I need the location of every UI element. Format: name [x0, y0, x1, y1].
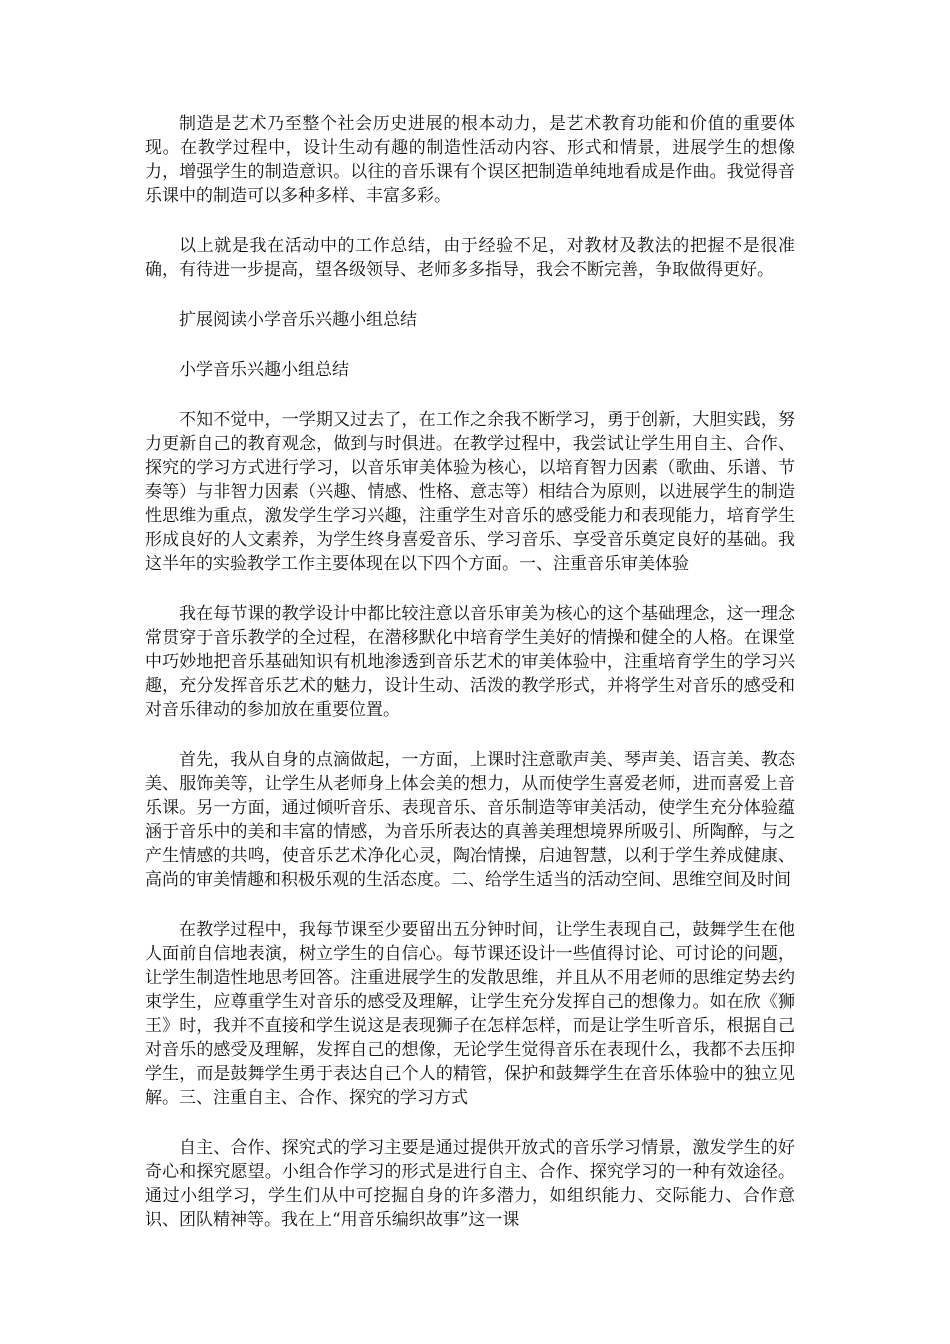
paragraph-cooperative-learning: 自主、合作、探究式的学习主要是通过提供开放式的音乐学习情景，激发学生的好奇心和探究愿望。小组合作学习的形式是进行自主、合作、探究学习的一种有效途径。通过小组学习，学生们从中可挖掘自身的许多潜力，如组织能力、交际能力、合作意识、团队精神等。我在上“用音乐编织故事”这一课 [145, 1138, 795, 1230]
summary-title: 小学音乐兴趣小组总结 [179, 360, 349, 380]
paragraph-intro: 不知不觉中，一学期又过去了，在工作之余我不断学习，勇于创新，大胆实践，努力更新自己的教育观念，做到与时俱进。在教学过程中，我尝试让学生用自主、合作、探究的学习方式进行学习，以音乐审美体验为核心，以培育智力因素（歌曲、乐谱、节奏等）与非智力因素（兴趣、情感、性格、意志等）相结合为原则，以进展学生的制造性思维为重点，激发学生学习兴趣，注重学生对音乐的感受能力和表现能力，培育学生形成良好的人文素养，为学生终身喜爱音乐、学习音乐、享受音乐奠定良好的基础。我这半年的实验教学工作主要体现在以下四个方面。一、注重音乐审美体验 [145, 410, 795, 574]
paragraph-conclusion: 以上就是我在活动中的工作总结，由于经验不足，对教材及教法的把握不是很准确，有待进一步提高，望各级领导、老师多多指导，我会不断完善，争取做得更好。 [145, 236, 795, 280]
paragraph-teaching-process: 在教学过程中，我每节课至少要留出五分钟时间，让学生表现自己，鼓舞学生在他人面前自信地表演，树立学生的自信心。每节课还设计一些值得讨论、可讨论的问题，让学生制造性地思考回答。注重进展学生的发散思维，并且从不用老师的思维定势去约束学生，应尊重学生对音乐的感受及理解，让学生充分发挥自己的想像力。如在欣《狮王》时，我并不直接和学生说这是表现狮子在怎样怎样，而是让学生听音乐，根据自己对音乐的感受及理解，发挥自己的想像，无论学生觉得音乐在表现什么，我都不去压抑学生，而是鼓舞学生勇于表达自己个人的精管，保护和鼓舞学生在音乐体验中的独立见解。三、注重自主、合作、探究的学习方式 [145, 920, 795, 1108]
paragraph-aesthetic: 我在每节课的教学设计中都比较注意以音乐审美为核心的这个基础理念，这一理念常贯穿于音乐教学的全过程，在潜移默化中培育学生美好的情操和健全的人格。在课堂中巧妙地把音乐基础知识有机地渗透到音乐艺术的审美体验中，注重培育学生的学习兴趣，充分发挥音乐艺术的魅力，设计生动、活泼的教学形式，并将学生对音乐的感受和对音乐律动的参加放在重要位置。 [145, 604, 795, 720]
paragraph-creativity: 制造是艺术乃至整个社会历史进展的根本动力，是艺术教育功能和价值的重要体现。在教学过程中，设计生动有趣的制造性活动内容、形式和情景，进展学生的想像力，增强学生的制造意识。以往的音乐课有个误区把制造单纯地看成是作曲。我觉得音乐课中的制造可以多种多样、丰富多彩。 [145, 114, 795, 206]
paragraph-first: 首先，我从自身的点滴做起，一方面，上课时注意歌声美、琴声美、语言美、教态美、服饰美等，让学生从老师身上体会美的想力，从而使学生喜爱老师，进而喜爱上音乐课。另一方面，通过倾听音乐、表现音乐、音乐制造等审美活动，使学生充分体验蕴涵于音乐中的美和丰富的情感，为音乐所表达的真善美理想境界所吸引、所陶醉，与之产生情感的共鸣，使音乐艺术净化心灵，陶冶情操，启迪智慧，以利于学生养成健康、高尚的审美情趣和积极乐观的生活态度。二、给学生适当的活动空间、思维空间及时间 [145, 750, 795, 890]
document-body [145, 112, 795, 1258]
extended-reading-heading: 扩展阅读小学音乐兴趣小组总结 [179, 310, 417, 330]
